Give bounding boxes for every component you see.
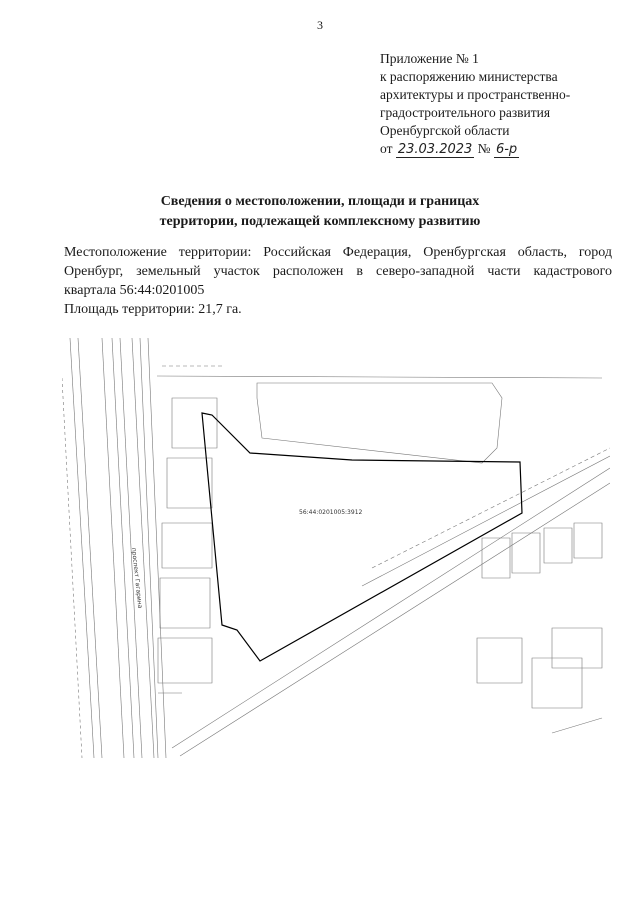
location-line: Местоположение территории: Российская Федерация, Оренбургская область, город: [64, 245, 612, 260]
map-background: [62, 338, 610, 758]
title-line: территории, подлежащей комплексному развитию: [159, 214, 481, 229]
handwritten-date: 23.03.2023: [397, 142, 473, 157]
appendix-line: к распоряжению министерства: [380, 69, 558, 84]
cadastral-map: [62, 338, 610, 758]
number-prefix: №: [477, 141, 491, 156]
location-description: [64, 243, 612, 319]
parcel-label: 56:44:0201005:3912: [299, 509, 363, 516]
handwritten-number: 6-р: [495, 142, 518, 157]
appendix-line: Приложение № 1: [380, 51, 479, 66]
parcel-boundary: [202, 413, 522, 661]
document-title: [0, 192, 640, 232]
title-line: Сведения о местоположении, площади и границах: [160, 194, 480, 209]
appendix-line: архитектуры и пространственно-: [380, 87, 571, 102]
location-line: квартала 56:44:0201005: [64, 283, 205, 298]
appendix-block: [380, 50, 620, 159]
street-label: проспект Гагарина: [130, 547, 144, 609]
area-text: Площадь территории: 21,7 га.: [64, 302, 242, 317]
appendix-line: градостроительного развития: [380, 105, 551, 120]
date-prefix: от: [380, 141, 393, 156]
appendix-date-line: [380, 140, 620, 159]
page-number: 3: [317, 18, 323, 32]
appendix-line: Оренбургской области: [380, 123, 510, 138]
location-line: Оренбург, земельный участок расположен в северо-западной части кадастрового: [64, 264, 612, 279]
